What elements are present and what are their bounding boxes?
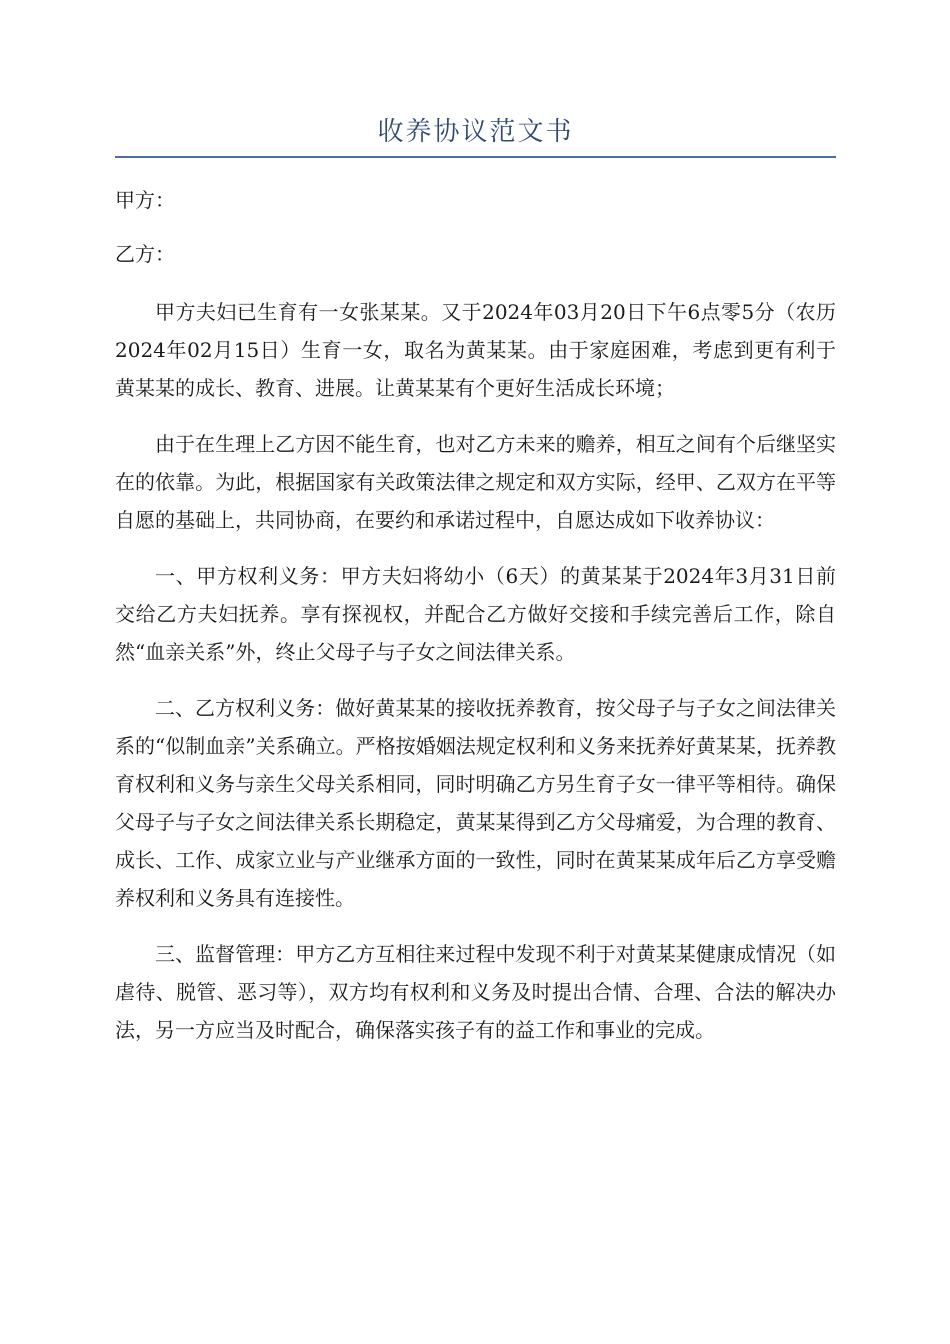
document-title: 收养协议范文书 (115, 112, 836, 158)
party-b-label: 乙方： (115, 242, 175, 266)
paragraph-background: 甲方夫妇已生育有一女张某某。又于2024年03月20日下午6点零5分（农历2024年02月15日）生育一女，取名为黄某某。由于家庭困难，考虑到更有利于黄某某的成长、教育、进展。让黄某某有个更好生活成长环境； (115, 300, 836, 400)
paragraph-party-a-rights: 一、甲方权利义务：甲方夫妇将幼小（6天）的黄某某于2024年3月31日前交给乙方夫妇抚养。享有探视权，并配合乙方做好交接和手续完善后工作，除自然“血亲关系”外，终止父母子与子女之间法律关系。 (115, 564, 836, 664)
paragraph-purpose: 由于在生理上乙方因不能生育，也对乙方未来的赡养，相互之间有个后继坚实在的依靠。为此，根据国家有关政策法律之规定和双方实际，经甲、乙双方在平等自愿的基础上，共同协商，在要约和承诺过程中，自愿达成如下收养协议： (115, 432, 836, 532)
paragraph-supervision: 三、监督管理：甲方乙方互相往来过程中发现不利于对黄某某健康成情况（如虐待、脱管、恶习等），双方均有权利和义务及时提出合情、合理、合法的解决办法，另一方应当及时配合，确保落实孩子有的益工作和事业的完成。 (115, 942, 836, 1042)
document-page (115, 112, 836, 1049)
paragraph-party-b-rights: 二、乙方权利义务：做好黄某某的接收抚养教育，按父母子与子女之间法律关系的“似制血亲”关系确立。严格按婚姻法规定权利和义务来抚养好黄某某，抚养教育权利和义务与亲生父母关系相同，同时明确乙方另生育子女一律平等相待。确保父母子与子女之间法律关系长期稳定，黄某某得到乙方父母痛爱，为合理的教育、成长、工作、成家立业与产业继承方面的一致性，同时在黄某某成年后乙方享受赡养权利和义务具有连接性。 (115, 696, 836, 910)
party-a-label: 甲方： (115, 188, 175, 212)
